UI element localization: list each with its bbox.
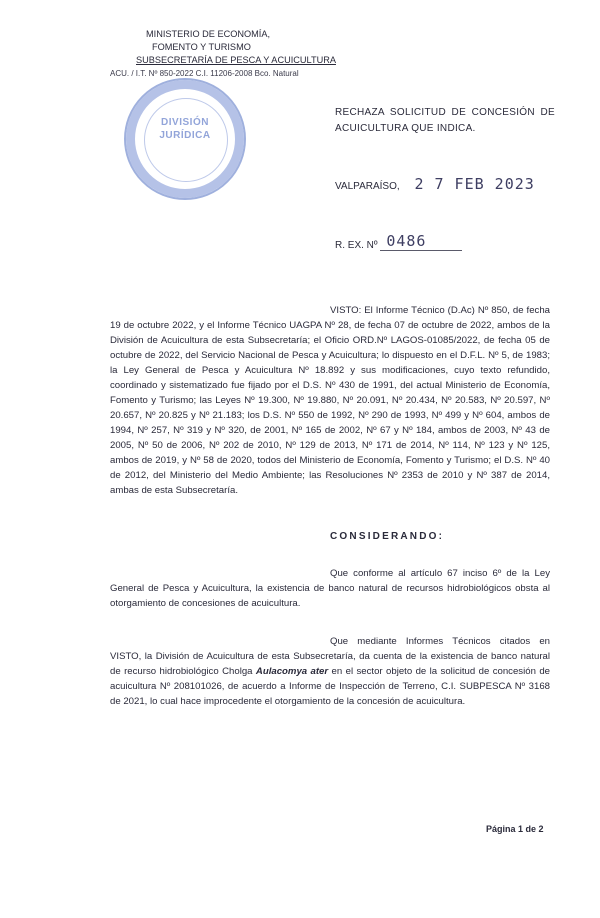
paragraph-1-text: Que conforme al artículo 67 inciso 6º de la Ley General de Pesca y Acuicultura, la existencia de banco natural de recursos hidrobiológicos obsta al otorgamiento de concesiones de acuicultura. (110, 568, 550, 609)
date-stamp: 2 7 FEB 2023 (414, 175, 535, 193)
paragraph-2-text-before: Que mediante Informes Técnicos citados en VISTO, la División de Acuicultura de esta Subsecretaría, da cuenta de la existencia de banco natural de recurso hidrobiológico Cholga (110, 636, 550, 677)
stamp-label (126, 116, 244, 142)
considerando-heading: CONSIDERANDO: (330, 531, 445, 542)
division-stamp (124, 78, 246, 200)
place-and-date (335, 175, 535, 193)
paragraph-2-text-after: en el sector objeto de la solicitud de concesión de acuicultura Nº 208101026, de acuerdo a Informe de Inspección de Terreno, C.I. SUBPESCA Nº 3168 de 2021, lo cual hace improcedente el otorgamiento de la concesión de acuicultura. (110, 666, 550, 707)
undersecretariat-name: SUBSECRETARÍA DE PESCA Y ACUICULTURA (136, 55, 336, 65)
resolution-number (335, 232, 462, 251)
visto-text: VISTO: El Informe Técnico (D.Ac) Nº 850, de fecha 19 de octubre 2022, y el Informe Técnico UAGPA Nº 28, de fecha 07 de octubre de 2022, ambos de la División de Acuicultura de esta Subsecretaría; el Oficio ORD.Nº LAGOS-01085/2022, de fecha 05 de octubre de 2022, del Servicio Nacional de Pesca y Acuicultura; lo dispuesto en el D.F.L. Nº 5, de 1983; la Ley General de Pesca y Acuicultura Nº 18.892 y sus modificaciones, cuyo texto refundido, coordinado y sistematizado fue fijado por el D.S. Nº 430 de 1991, del actual Ministerio de Economía, Fomento y Turismo; las Leyes Nº 19.300, Nº 19.880, Nº 20.091, Nº 20.434, Nº 20.583, Nº 20.597, Nº 20.657, Nº 20.825 y Nº 21.183; los D.S. Nº 550 de 1992, Nº 290 de 1993, Nº 499 y Nº 604, ambos de 1994, Nº 257, Nº 319 y Nº 320, de 2001, Nº 165 de 2002, Nº 67 y Nº 184, ambos de 2003, Nº 43 de 2005, Nº 50 de 2006, Nº 202 de 2010, Nº 129 de 2013, Nº 171 de 2014, Nº 114, Nº 123 y Nº 125, ambos de 2019, y Nº 58 de 2020, todos del Ministerio de Economía, Fomento y Turismo; el D.S. Nº 40 de 2012, del Ministerio del Medio Ambiente; las Resoluciones Nº 2353 de 2010 y Nº 387 de 2014, ambas de esta Subsecretaría. (110, 305, 550, 496)
resolution-subject: RECHAZA SOLICITUD DE CONCESIÓN DE ACUICULTURA QUE INDICA. (335, 107, 555, 134)
place-label: VALPARAÍSO, (335, 181, 400, 192)
considerando-paragraph-2 (110, 634, 550, 709)
rex-number-stamp: 0486 (386, 232, 427, 250)
ministry-name-continued: FOMENTO Y TURISMO (152, 42, 251, 52)
letterhead (110, 28, 350, 80)
page-number: Página 1 de 2 (486, 824, 544, 834)
rex-label: R. EX. Nº (335, 240, 378, 251)
stamp-title-1: DIVISIÓN (161, 117, 209, 128)
rex-number-field (380, 232, 462, 251)
stamp-title-2: JURÍDICA (159, 130, 211, 141)
visto-paragraph (110, 303, 550, 498)
species-name: Aulacomya ater (255, 666, 329, 677)
ministry-name: MINISTERIO DE ECONOMÍA, (146, 29, 271, 39)
reference-code: ACU. / I.T. Nº 850-2022 C.I. 11206-2008 Bco. Natural (110, 69, 299, 78)
considerando-paragraph-1 (110, 566, 550, 611)
